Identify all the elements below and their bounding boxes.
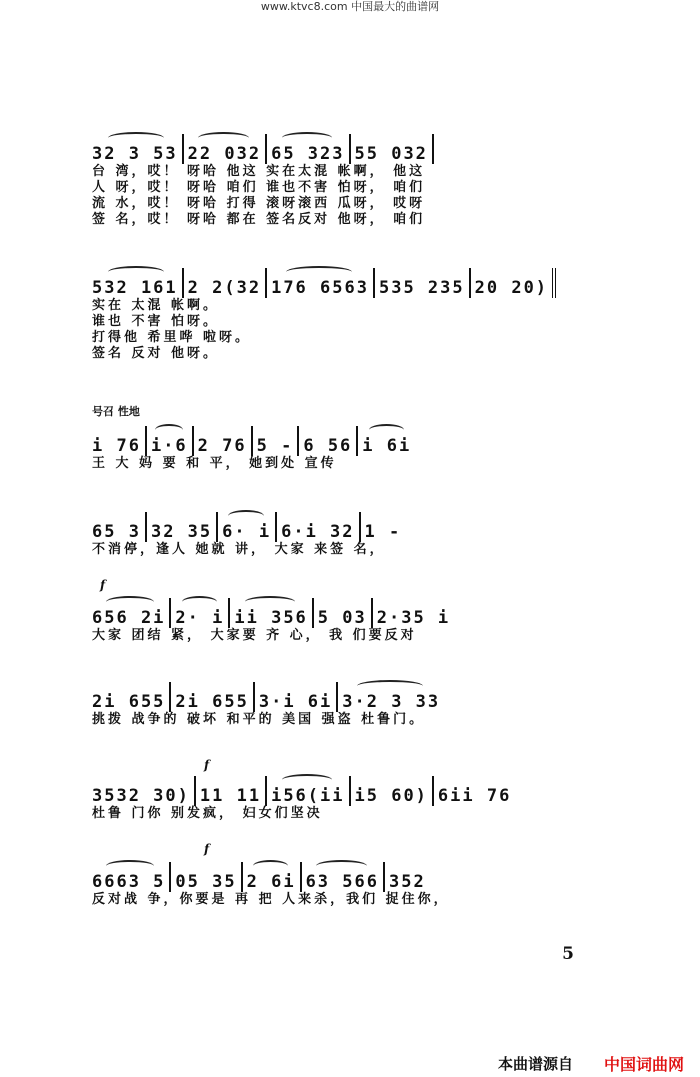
measure xyxy=(471,268,556,298)
measure xyxy=(338,682,444,712)
measure xyxy=(253,426,300,456)
measure xyxy=(196,776,267,806)
measure-notes: 2 76 xyxy=(197,436,247,456)
score-system-5 xyxy=(92,592,608,644)
measure xyxy=(92,598,171,628)
notation-line xyxy=(92,770,608,806)
measure xyxy=(361,512,406,542)
measure xyxy=(351,134,434,164)
slur xyxy=(245,596,295,608)
measure-notes: 6 56 xyxy=(303,436,353,456)
measure-notes: 3·2 3 33 xyxy=(342,692,441,712)
measure xyxy=(267,776,350,806)
measure-notes: 176 6563 xyxy=(271,278,369,298)
footer-site-link[interactable]: 中国词曲网 xyxy=(604,1055,685,1074)
slur xyxy=(357,680,423,692)
measure xyxy=(277,512,360,542)
lyrics-block xyxy=(92,712,608,728)
score-system-3 xyxy=(92,420,608,472)
slur xyxy=(228,510,263,522)
measure-notes: i 76 xyxy=(92,436,141,456)
score-system-8 xyxy=(92,856,608,908)
slur xyxy=(106,596,154,608)
lyric-line: 打得他 希里哗 啦呀。 xyxy=(92,330,252,345)
lyric-line: 大家 团结 紧， 大家要 齐 心， 我 们要反对 xyxy=(92,628,417,643)
lyric-line: 挑拨 战争的 破坏 和平的 美国 强盗 杜鲁门。 xyxy=(92,712,426,727)
dynamic-marking: f xyxy=(204,842,210,856)
measure-notes: 2· i xyxy=(175,608,225,628)
slur xyxy=(182,596,217,608)
lyric-line: 反对战 争，你要是 再 把 人来杀，我们 捉住你， xyxy=(92,892,450,907)
notation-line xyxy=(92,420,608,456)
lyrics-block xyxy=(92,456,608,472)
measure-notes: 5 03 xyxy=(317,608,367,628)
lyrics-block xyxy=(92,542,608,558)
measure xyxy=(385,862,430,892)
notation-line xyxy=(92,592,608,628)
lyric-line: 签名 反对 他呀。 xyxy=(92,346,220,361)
measure-notes: 05 35 xyxy=(175,872,237,892)
measure-notes: 20 20) xyxy=(474,278,549,298)
measure xyxy=(92,134,184,164)
measure xyxy=(358,426,415,456)
measure xyxy=(184,268,267,298)
score-system-4 xyxy=(92,506,608,558)
measure-notes: 11 11 xyxy=(199,786,262,806)
measure xyxy=(171,682,254,712)
lyrics-block xyxy=(92,806,608,822)
measure xyxy=(171,598,230,628)
measure-notes: 2i 655 xyxy=(92,692,166,712)
measure-notes: ii 356 xyxy=(234,608,308,628)
lyric-line: 杜鲁 门你 别发疯， 妇女们坚决 xyxy=(92,806,323,821)
measure xyxy=(92,682,171,712)
measure xyxy=(267,134,350,164)
lyric-line: 台 湾，哎！ 呀哈 他这 实在太混 帐啊， 他这 xyxy=(92,164,426,179)
measure-notes: 2i 655 xyxy=(175,692,249,712)
measure-notes: 6·i 32 xyxy=(281,522,355,542)
slur xyxy=(282,132,332,144)
measure xyxy=(92,512,147,542)
score-system-2 xyxy=(92,262,608,362)
measure xyxy=(194,426,253,456)
slur xyxy=(198,132,248,144)
page-number: 5 xyxy=(562,944,574,964)
lyrics-block xyxy=(92,164,608,228)
measure xyxy=(267,268,375,298)
measure-notes: 656 2i xyxy=(92,608,166,628)
measure xyxy=(302,862,385,892)
measure xyxy=(92,426,147,456)
slur xyxy=(369,424,404,436)
measure xyxy=(92,268,184,298)
measure-notes: 3532 30) xyxy=(92,786,190,806)
measure xyxy=(299,426,358,456)
lyrics-block xyxy=(92,892,608,908)
measure-notes: i 6i xyxy=(362,436,412,456)
slur xyxy=(316,860,366,872)
lyric-line: 实在 太混 帐啊。 xyxy=(92,298,220,313)
measure-notes: 65 3 xyxy=(92,522,141,542)
measure xyxy=(171,862,242,892)
slur xyxy=(155,424,183,436)
measure-notes: 32 35 xyxy=(150,522,213,542)
measure xyxy=(375,268,471,298)
lyrics-block xyxy=(92,298,608,362)
score-system-6 xyxy=(92,676,608,728)
footer-source-label: 本曲谱源自 xyxy=(498,1055,574,1073)
measure-notes: 1 - xyxy=(364,522,402,542)
measure-notes: 63 566 xyxy=(305,872,379,892)
measure xyxy=(184,134,267,164)
measure-notes: i·6 xyxy=(150,436,188,456)
measure xyxy=(147,426,194,456)
measure-notes: 3·i 6i xyxy=(258,692,333,712)
measure-notes: 2·35 i xyxy=(376,608,451,628)
measure-notes: i5 60) xyxy=(354,786,428,806)
measure-notes: 6· i xyxy=(222,522,272,542)
tempo-marking: 号召 性地 xyxy=(92,405,140,418)
header-url: www.ktvc8.com 中国最大的曲谱网 xyxy=(260,0,440,13)
lyric-line: 王 大 妈 要 和 平， 她到处 宣传 xyxy=(92,456,337,471)
dynamic-marking: f xyxy=(204,758,210,772)
measure xyxy=(92,862,171,892)
lyric-line: 不消停，逢人 她就 讲， 大家 来签 名， xyxy=(92,542,386,557)
score-system-1 xyxy=(92,128,608,228)
measure-notes: 55 032 xyxy=(354,144,428,164)
lyric-line: 签 名，哎！ 呀哈 都在 签名反对 他呀， 咱们 xyxy=(92,212,426,227)
notation-line xyxy=(92,856,608,892)
measure-notes: 6ii 76 xyxy=(437,786,512,806)
measure-notes: 6663 5 xyxy=(92,872,166,892)
measure-notes: 5 - xyxy=(256,436,294,456)
measure xyxy=(373,598,454,628)
score-system-7 xyxy=(92,770,608,822)
slur xyxy=(282,774,332,786)
lyrics-block xyxy=(92,628,608,644)
slur xyxy=(108,132,164,144)
measure xyxy=(434,776,515,806)
measure-notes: 2 2(32 xyxy=(187,278,262,298)
measure xyxy=(314,598,373,628)
slur xyxy=(286,266,352,278)
measure-notes: 65 323 xyxy=(271,144,345,164)
notation-line xyxy=(92,128,608,164)
measure-notes: 532 161 xyxy=(92,278,178,298)
notation-line xyxy=(92,506,608,542)
slur xyxy=(108,266,164,278)
lyric-line: 人 呀，哎！ 呀哈 咱们 谁也不害 怕呀， 咱们 xyxy=(92,180,426,195)
measure-notes: i56(ii xyxy=(271,786,345,806)
measure xyxy=(218,512,277,542)
measure xyxy=(243,862,302,892)
measure-notes: 535 235 xyxy=(378,278,465,298)
measure xyxy=(351,776,434,806)
measure xyxy=(92,776,196,806)
measure-notes: 32 3 53 xyxy=(92,144,178,164)
measure-notes: 352 xyxy=(388,872,426,892)
notation-line xyxy=(92,262,608,298)
slur xyxy=(106,860,154,872)
lyric-line: 流 水，哎！ 呀哈 打得 滚呀滚西 瓜呀， 哎呀 xyxy=(92,196,426,211)
measure-notes: 2 6i xyxy=(246,872,296,892)
notation-line xyxy=(92,676,608,712)
measure xyxy=(255,682,338,712)
measure xyxy=(147,512,218,542)
lyric-line: 谁也 不害 怕呀。 xyxy=(92,314,220,329)
dynamic-marking: f xyxy=(100,578,106,592)
measure-notes: 22 032 xyxy=(187,144,262,164)
measure xyxy=(230,598,313,628)
slur xyxy=(253,860,288,872)
